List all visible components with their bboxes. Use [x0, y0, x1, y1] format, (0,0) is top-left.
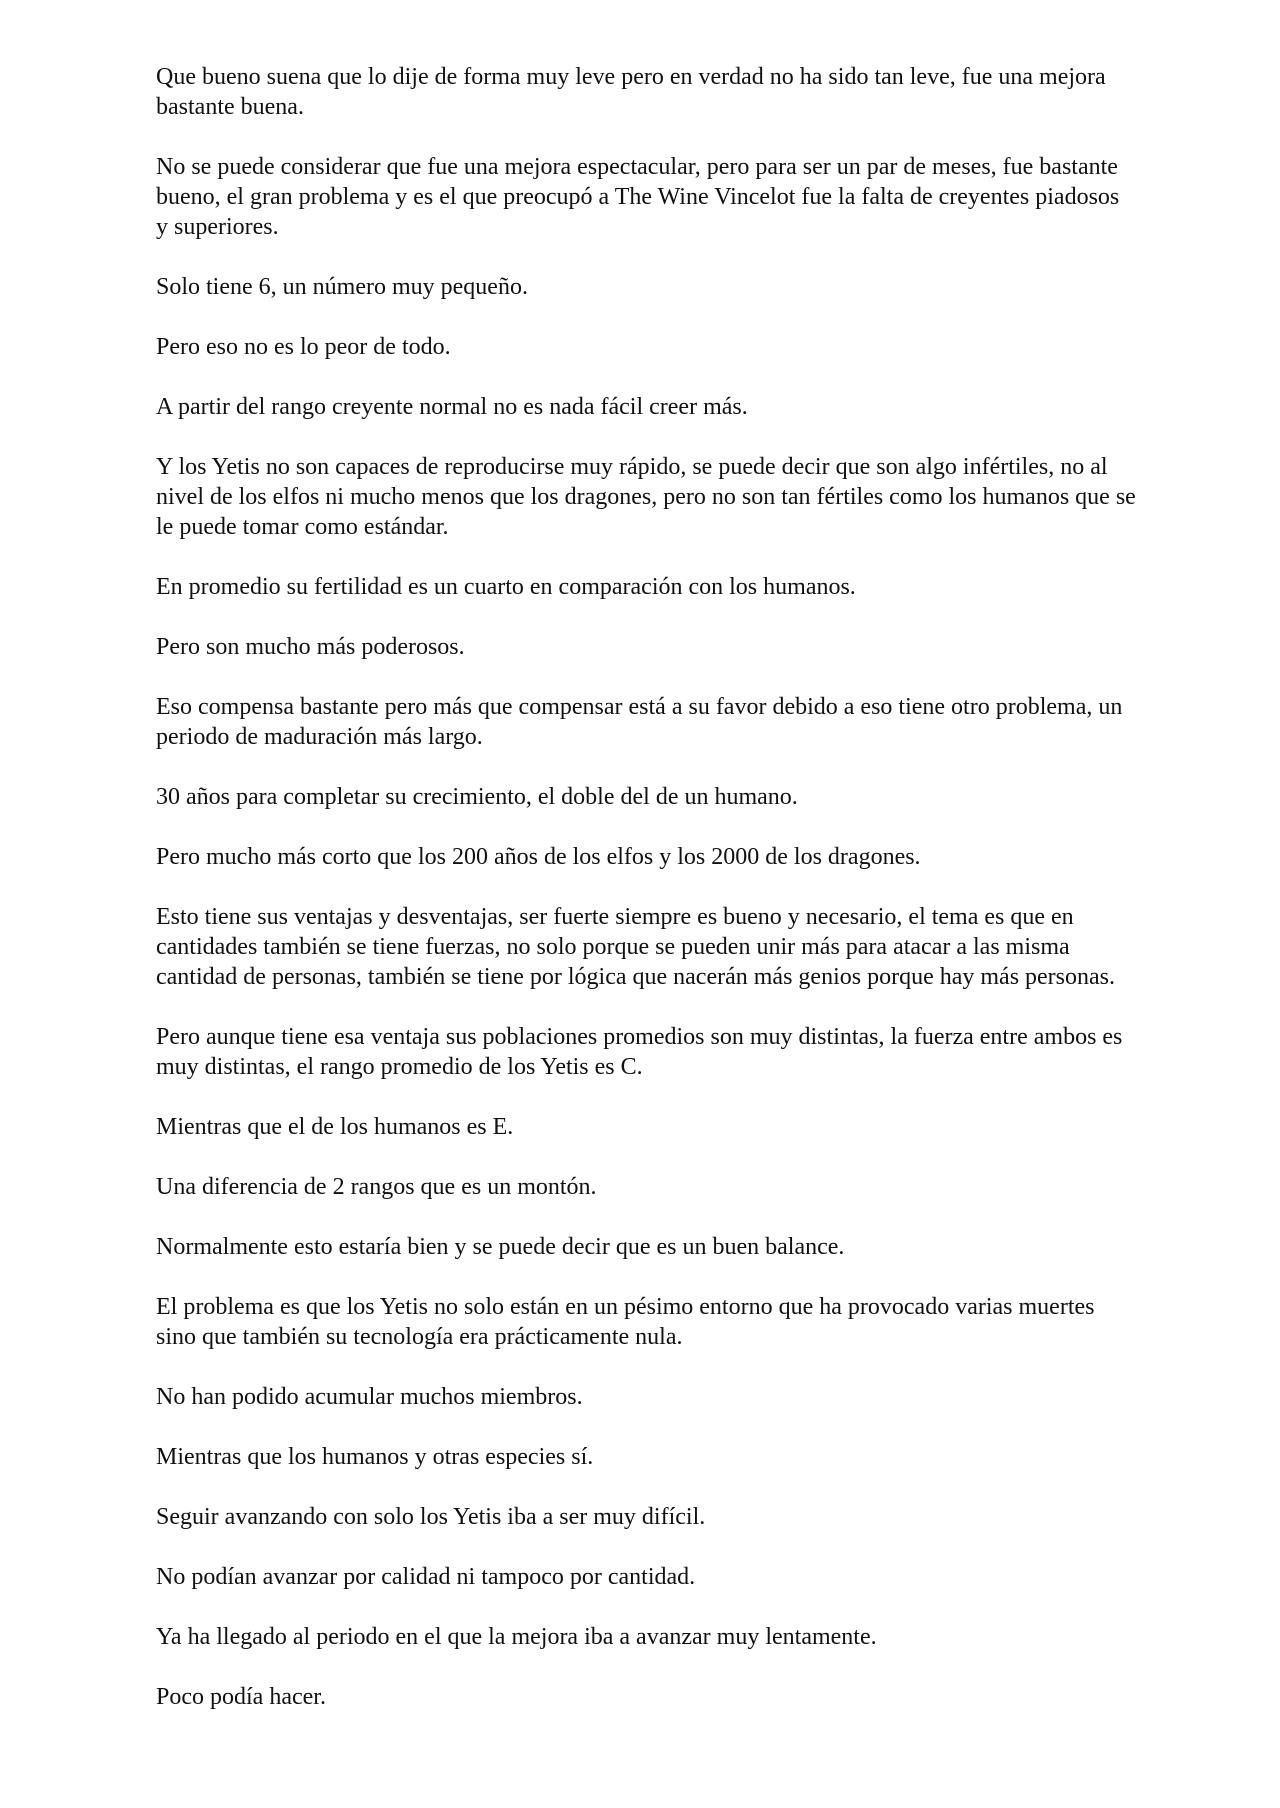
paragraph-23: Poco podía hacer.	[156, 1684, 326, 1710]
paragraph-8: Pero son mucho más poderosos.	[156, 634, 465, 660]
paragraph-4: Pero eso no es lo peor de todo.	[156, 334, 451, 360]
paragraph-21: No podían avanzar por calidad ni tampoco por cantidad.	[156, 1564, 696, 1590]
paragraph-19: Mientras que los humanos y otras especies sí.	[156, 1444, 594, 1470]
paragraph-2: No se puede considerar que fue una mejora espectacular, pero para ser un par de meses, fue bastante bueno, el gran problema y es el que preocupó a The Wine Vincelot fue la falta de creyentes piadosos y superiores.	[156, 154, 1120, 240]
paragraph-5: A partir del rango creyente normal no es nada fácil creer más.	[156, 394, 748, 420]
paragraph-18: No han podido acumular muchos miembros.	[156, 1384, 583, 1410]
paragraph-1: Que bueno suena que lo dije de forma muy leve pero en verdad no ha sido tan leve, fue una mejora bastante buena.	[156, 64, 1106, 120]
paragraph-11: Pero mucho más corto que los 200 años de los elfos y los 2000 de los dragones.	[156, 844, 921, 870]
paragraph-16: Normalmente esto estaría bien y se puede decir que es un buen balance.	[156, 1234, 845, 1260]
paragraph-9: Eso compensa bastante pero más que compensar está a su favor debido a eso tiene otro problema, un periodo de maduración más largo.	[156, 694, 1123, 750]
paragraph-14: Mientras que el de los humanos es E.	[156, 1114, 514, 1140]
paragraph-6: Y los Yetis no son capaces de reproducirse muy rápido, se puede decir que son algo infértiles, no al nivel de los elfos ni mucho menos que los dragones, pero no son tan fértiles como los humanos que se le puede tomar como estándar.	[156, 454, 1136, 540]
paragraph-12: Esto tiene sus ventajas y desventajas, ser fuerte siempre es bueno y necesario, el tema es que en cantidades también se tiene fuerzas, no solo porque se pueden unir más para atacar a las misma cantidad de personas, también se tiene por lógica que nacerán más genios porque hay más personas.	[156, 904, 1116, 990]
paragraph-17: El problema es que los Yetis no solo están en un pésimo entorno que ha provocado varias muertes sino que también su tecnología era prácticamente nula.	[156, 1294, 1095, 1350]
paragraph-20: Seguir avanzando con solo los Yetis iba a ser muy difícil.	[156, 1504, 706, 1530]
paragraph-13: Pero aunque tiene esa ventaja sus poblaciones promedios son muy distintas, la fuerza entre ambos es muy distintas, el rango promedio de los Yetis es C.	[156, 1024, 1123, 1080]
paragraph-7: En promedio su fertilidad es un cuarto en comparación con los humanos.	[156, 574, 856, 600]
paragraph-10: 30 años para completar su crecimiento, el doble del de un humano.	[156, 784, 798, 810]
paragraph-22: Ya ha llegado al periodo en el que la mejora iba a avanzar muy lentamente.	[156, 1624, 877, 1650]
paragraph-3: Solo tiene 6, un número muy pequeño.	[156, 274, 528, 300]
document-page	[156, 62, 1136, 1742]
paragraph-15: Una diferencia de 2 rangos que es un montón.	[156, 1174, 597, 1200]
